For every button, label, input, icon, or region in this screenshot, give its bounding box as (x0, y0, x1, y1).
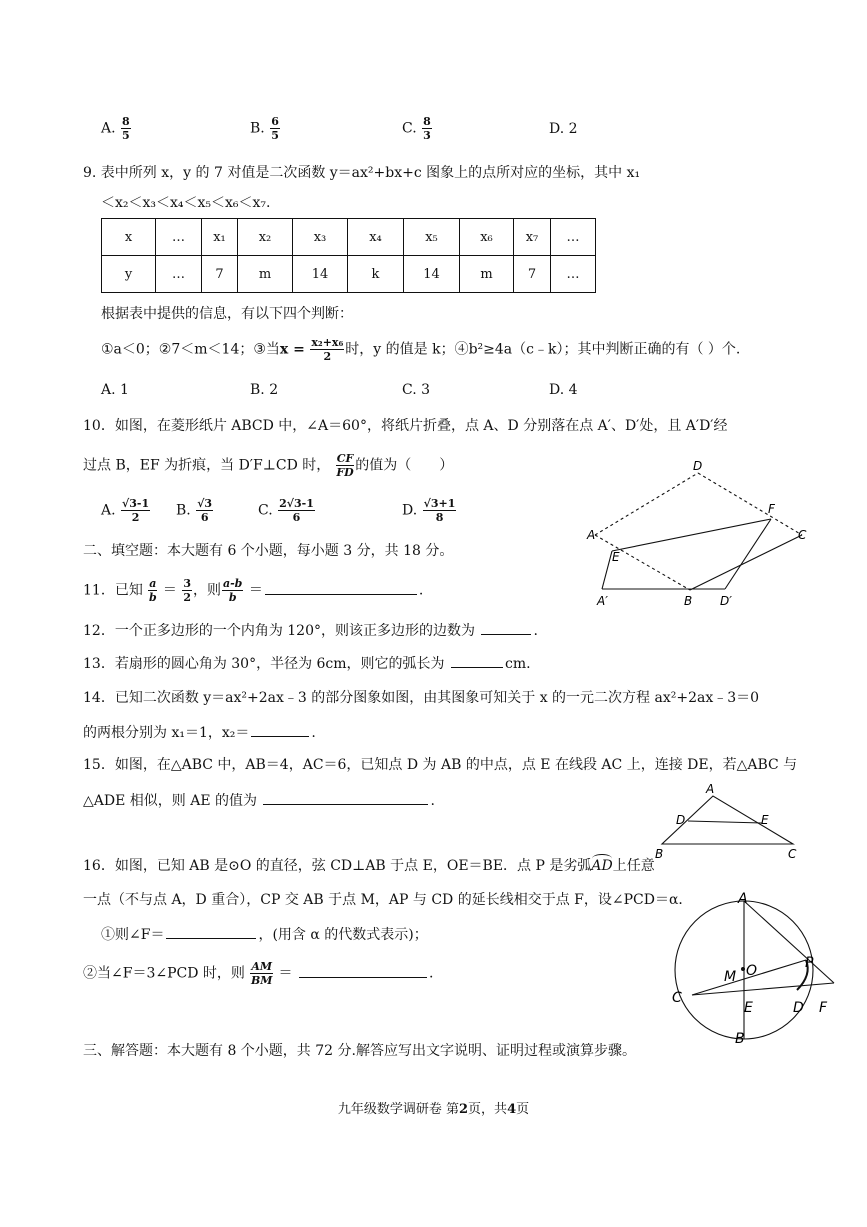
label-c: C (788, 847, 797, 861)
label-p: P (805, 955, 814, 971)
q8-b-fraction: $\frac{6}{5}$ (271, 115, 279, 142)
table-cell: k (348, 256, 404, 293)
q8-option-b: B. $\frac{6}{5}$ (250, 115, 279, 142)
table-cell: 14 (404, 256, 460, 293)
label-f: F (768, 502, 775, 516)
section-2-heading: 二、填空题：本大题有 6 个小题，每小题 3 分，共 18 分。 (83, 543, 454, 559)
table-row (102, 256, 596, 293)
table-cell: 14 (293, 256, 348, 293)
q10-option-b: B. $\frac{√3}{6}$ (176, 497, 213, 524)
arc-ad-symbol: AD (591, 858, 613, 874)
q8-option-d: D. 2 (549, 121, 578, 137)
label-f: F (819, 1000, 828, 1016)
q9-option-b: B. 2 (250, 382, 279, 398)
q14-line2: 的两根分别为 x₁＝1，x₂＝ . (83, 725, 316, 741)
table-cell: … (551, 219, 596, 256)
q9-stem-line2: ＜x₂＜x₃＜x₄＜x₅＜x₆＜x₇. (101, 195, 271, 211)
segment-de (688, 821, 762, 823)
table-cell: x₇ (514, 219, 551, 256)
q15-line1: 15．如图，在△ABC 中，AB＝4，AC＝6，已知点 D 为 AB 的中点，点 E 在线段 AC 上，连接 DE，若△ABC 与 (83, 757, 798, 773)
label-e: E (744, 1000, 753, 1016)
q15-answer-blank[interactable] (263, 803, 428, 805)
label-a: A (587, 528, 596, 542)
q9-intro: 根据表中提供的信息，有以下四个判断： (101, 306, 353, 322)
label-a: A (706, 782, 715, 796)
label-d-prime: D′ (720, 594, 732, 608)
q9-option-d: D. 4 (549, 382, 578, 398)
page-footer: 九年级数学调研卷 第2页，共4页 (337, 1102, 530, 1117)
table-cell: x (102, 219, 156, 256)
edge-ad (595, 473, 698, 535)
label-e: E (761, 813, 769, 827)
q15-line2: △ADE 相似，则 AE 的值为 . (83, 793, 435, 809)
q13-answer-blank[interactable] (451, 666, 503, 668)
q16-line1: 16．如图，已知 AB 是⊙O 的直径，弦 CD⊥AB 于点 E，OE＝BE．点 P 是劣弧AD上任意 (83, 858, 655, 874)
table-cell: … (551, 256, 596, 293)
table-cell: x₆ (460, 219, 514, 256)
q11: 11．已知 $\frac{a}{b}$ ＝ $\frac{3}{2}$ ，则 $\frac{a-b}{b}$ ＝ . (83, 577, 424, 604)
table-cell: 7 (514, 256, 551, 293)
q9-judgements: ①a＜0；②7＜m＜14；③当x = $\frac{\text{x₂+x₆}}{2}$ 时，y 的值是 k；④b²≥4a（c﹣k）；其中判断正确的有（ ）个. (101, 336, 741, 363)
q8-option-c: C. $\frac{8}{3}$ (402, 115, 431, 142)
q11-fraction-3-2: $\frac{3}{2}$ (183, 577, 191, 604)
line-af (744, 901, 834, 983)
table-cell: x₂ (238, 219, 293, 256)
table-cell: x₄ (348, 219, 404, 256)
table-cell: y (102, 256, 156, 293)
table-cell: x₃ (293, 219, 348, 256)
q9-option-c: C. 3 (402, 382, 431, 398)
table-row (102, 219, 596, 256)
q16-sub1-answer-blank[interactable] (166, 937, 256, 939)
q11-answer-blank[interactable] (265, 593, 417, 595)
table-cell: m (460, 256, 514, 293)
label-o: O (746, 963, 758, 979)
q10-stem-line2: 过点 B，EF 为折痕，当 D′F⊥CD 时， $\frac{CF}{FD}$ 的值为（ ） (83, 452, 454, 479)
q10-stem-line1: 10．如图，在菱形纸片 ABCD 中，∠A＝60°，将纸片折叠，点 A、D 分别落在点 A′、D′处，且 A′D′经 (83, 418, 728, 434)
label-m: M (724, 969, 737, 985)
q10-option-c: C. $\frac{2√3-1}{6}$ (258, 497, 314, 524)
q15-triangle-figure (650, 780, 810, 862)
q10-b-fraction: $\frac{√3}{6}$ (197, 497, 213, 524)
label-e: E (612, 550, 620, 564)
label-d: D (793, 1000, 804, 1016)
section-3-heading: 三、解答题：本大题有 8 个小题，共 72 分.解答应写出文字说明、证明过程或演算步骤。 (83, 1043, 636, 1059)
label-b: B (655, 847, 664, 861)
q14-answer-blank[interactable] (251, 735, 309, 737)
table-cell: x₁ (202, 219, 238, 256)
q13: 13．若扇形的圆心角为 30°，半径为 6cm，则它的弧长为 cm. (83, 656, 531, 672)
table-cell: … (156, 256, 202, 293)
label-c: C (798, 528, 807, 542)
q8-c-fraction: $\frac{8}{3}$ (423, 115, 431, 142)
edge-dc (698, 473, 802, 535)
q16-sub1: ①则∠F＝ ，(用含 α 的代数式表示)； (101, 927, 428, 943)
label-c: C (672, 990, 682, 1006)
q10-option-d: D. $\frac{√3+1}{8}$ (402, 497, 456, 524)
label-d: D (676, 813, 686, 827)
label-a: A (738, 891, 748, 907)
center-point (741, 967, 745, 971)
q16-sub2: ②当∠F＝3∠PCD 时，则 $\frac{AM}{BM}$ ＝ . (83, 960, 434, 987)
q10-c-fraction: $\frac{2√3-1}{6}$ (279, 497, 314, 524)
q8-a-fraction: $\frac{8}{5}$ (122, 115, 130, 142)
q12: 12．一个正多边形的一个内角为 120°，则该正多边形的边数为 . (83, 623, 538, 639)
q14-line1: 14．已知二次函数 y＝ax²+2ax﹣3 的部分图象如图，由其图象可知关于 x 的一元二次方程 ax²+2ax﹣3＝0 (83, 690, 760, 706)
label-b: B (735, 1031, 745, 1047)
q8-option-a: A. $\frac{8}{5}$ (101, 115, 130, 142)
q9-stem-line1: 9. 表中所列 x，y 的 7 对值是二次函数 y＝ax²+bx+c 图象上的点所对应的坐标，其中 x₁ (83, 165, 641, 181)
q10-option-a: A. $\frac{√3-1}{2}$ (101, 497, 150, 524)
q16-line2: 一点（不与点 A，D 重合），CP 交 AB 于点 M，AP 与 CD 的延长线相交于点 F，设∠PCD＝α． (83, 892, 693, 908)
fold-ef (612, 519, 771, 551)
q9-option-a: A. 1 (101, 382, 129, 398)
edge-ea2 (602, 551, 612, 589)
table-cell: 7 (202, 256, 238, 293)
q16-am-bm-fraction: $\frac{AM}{BM}$ (250, 960, 273, 987)
label-d: D (693, 459, 703, 473)
q16-circle-figure (664, 885, 844, 1050)
q12-answer-blank[interactable] (481, 633, 531, 635)
q10-d-fraction: $\frac{√3+1}{8}$ (423, 497, 456, 524)
q11-fraction-ab-b: $\frac{a-b}{b}$ (222, 577, 243, 604)
edge-bc (690, 535, 802, 590)
table-cell: … (156, 219, 202, 256)
label-b: B (684, 594, 693, 608)
q9-x-fraction: $\frac{\text{x₂+x₆}}{2}$ (311, 336, 344, 363)
q16-sub2-answer-blank[interactable] (299, 976, 427, 978)
q10-cf-fd-fraction: $\frac{CF}{FD}$ (336, 452, 354, 479)
q10-a-fraction: $\frac{√3-1}{2}$ (122, 497, 150, 524)
table-cell: m (238, 256, 293, 293)
label-a-prime: A′ (597, 594, 608, 608)
q9-value-table (101, 218, 596, 293)
q11-fraction-a-b: $\frac{a}{b}$ (149, 577, 157, 604)
table-cell: x₅ (404, 219, 460, 256)
q10-rhombus-figure (575, 455, 815, 615)
